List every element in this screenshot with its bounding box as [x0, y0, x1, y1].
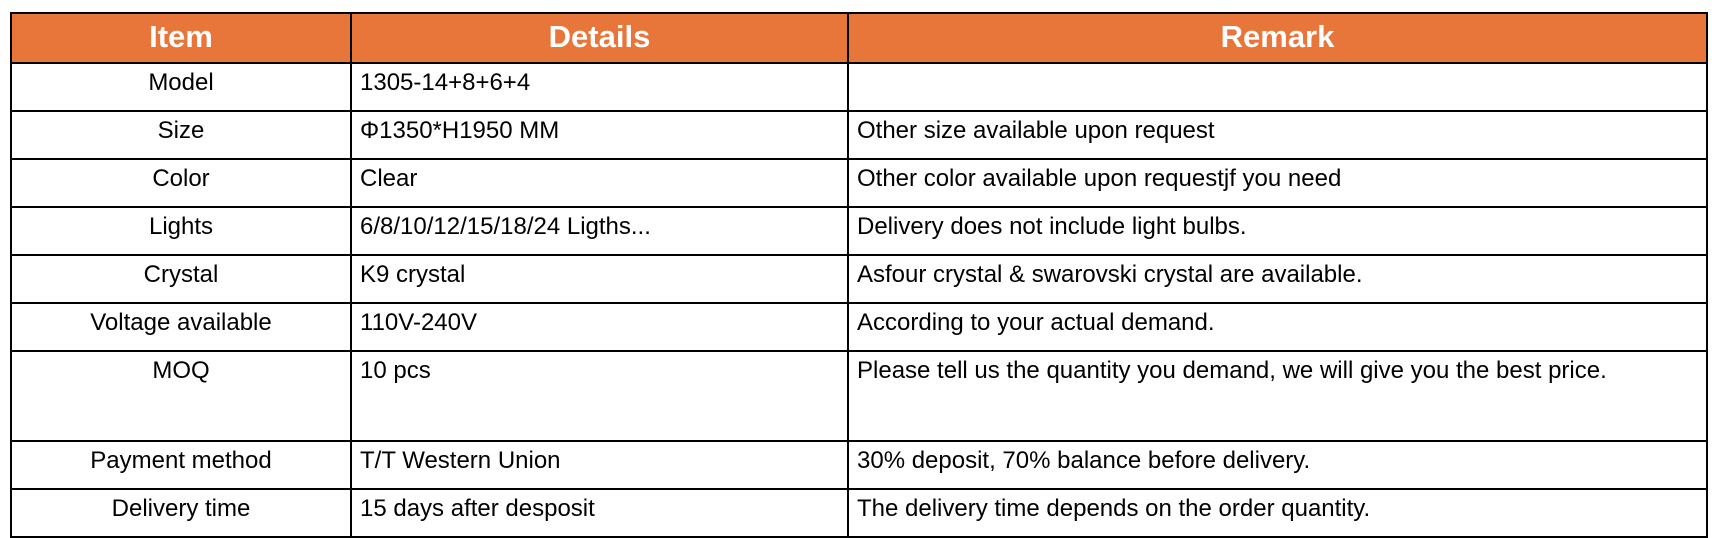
cell-details: 6/8/10/12/15/18/24 Ligths... [351, 207, 848, 255]
cell-remark: According to your actual demand. [848, 303, 1707, 351]
cell-remark: Please tell us the quantity you demand, we will give you the best price. [848, 351, 1707, 441]
header-row [11, 13, 1707, 63]
column-header-item: Item [11, 13, 351, 63]
cell-item: Delivery time [11, 489, 351, 537]
cell-details: 110V-240V [351, 303, 848, 351]
table-row [11, 303, 1707, 351]
table-row [11, 63, 1707, 111]
cell-remark: Other size available upon request [848, 111, 1707, 159]
cell-details: Φ1350*H1950 MM [351, 111, 848, 159]
table-row [11, 489, 1707, 537]
cell-remark: The delivery time depends on the order quantity. [848, 489, 1707, 537]
cell-details: 15 days after desposit [351, 489, 848, 537]
cell-item: Model [11, 63, 351, 111]
spec-sheet [10, 12, 1706, 538]
cell-item: Voltage available [11, 303, 351, 351]
cell-remark: Asfour crystal & swarovski crystal are available. [848, 255, 1707, 303]
cell-details: Clear [351, 159, 848, 207]
cell-item: Lights [11, 207, 351, 255]
cell-details: 10 pcs [351, 351, 848, 441]
cell-item: Crystal [11, 255, 351, 303]
cell-item: Payment method [11, 441, 351, 489]
cell-details: K9 crystal [351, 255, 848, 303]
cell-remark: Delivery does not include light bulbs. [848, 207, 1707, 255]
cell-item: MOQ [11, 351, 351, 441]
table-row [11, 111, 1707, 159]
table-row [11, 351, 1707, 441]
table-body [11, 63, 1707, 537]
cell-remark [848, 63, 1707, 111]
table-row [11, 207, 1707, 255]
table-row [11, 255, 1707, 303]
specification-table [10, 12, 1708, 538]
table-header [11, 13, 1707, 63]
table-row [11, 441, 1707, 489]
cell-item: Size [11, 111, 351, 159]
cell-details: T/T Western Union [351, 441, 848, 489]
cell-remark: Other color available upon requestjf you need [848, 159, 1707, 207]
table-row [11, 159, 1707, 207]
column-header-details: Details [351, 13, 848, 63]
cell-item: Color [11, 159, 351, 207]
column-header-remark: Remark [848, 13, 1707, 63]
cell-remark: 30% deposit, 70% balance before delivery. [848, 441, 1707, 489]
cell-details: 1305-14+8+6+4 [351, 63, 848, 111]
